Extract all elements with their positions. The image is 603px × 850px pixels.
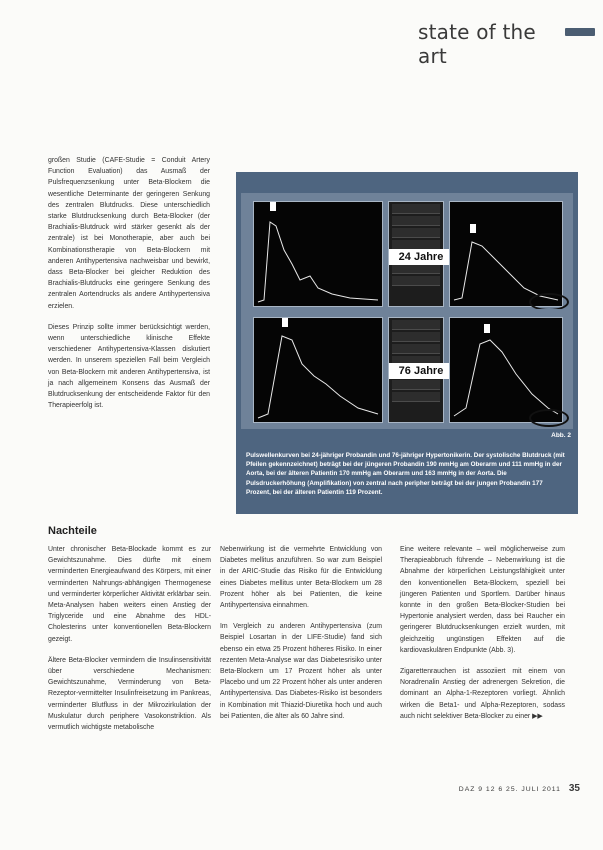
brachial-wave-old	[254, 318, 382, 422]
intro-paragraph: Dieses Prinzip sollte immer berücksichtigt werden, wenn unterschiedliche klinische Effekte verschiedener Antihypertensiva-Klassen diskutiert werden. In unserem speziellen Fall beim Vergleich von Beta-Blockern mit anderen Antihypertensiva, ist ja nach allgemeinem Konsens das Ausmaß der Blutdrucksenkung der entscheidende Faktor für den Therapieerfolg ist.	[48, 323, 210, 410]
aortic-wave-old	[450, 318, 562, 422]
panel-young	[241, 193, 573, 313]
body-paragraph: Nebenwirkung ist die vermehrte Entwicklung von Diabetes mellitus anzuführen. So war zum Beispiel in der ARIC-Studie das Risiko für die Entwicklung eines Diabetes mellitus unter Beta-Blockern um 28 Prozent höher als bei Patienten, die keine Antihypertensiva einnahmen.	[220, 546, 382, 610]
intro-paragraph: großen Studie (CAFE-Studie = Conduit Artery Function Evaluation) das Ausmaß der Pulsfrequenzsenkung unter Beta-Blockern die wesentliche Determinante der geringeren Senkung des zentralen Blutdrucks. Diese unterschiedlich starke Blutdrucksenkung durch Beta-Blocker (der Brachialis-Blutdruck wird stärker gesenkt als der zentrale) ist bei Monotherapie, aber auch bei Kombinationstherapie von Beta-Blockern mit anderen Antihypertensiva nachweisbar und bewirkt, dass Beta-Blocker bei gleicher Reduktion des Brachialis-Blutdrucks eine geringere Senkung des zentralen Aortendrucks als andere Antihypertensiva erzielen.	[48, 157, 210, 310]
pulse-wave-figure	[236, 172, 578, 514]
issue-info: DAZ 9 12 6 25. JULI 2011	[458, 786, 561, 793]
aortic-wave-young	[450, 202, 562, 306]
age-label-young: 24 Jahre	[389, 249, 453, 265]
systolic-arrow-marker	[282, 318, 288, 327]
section-heading: Nachteile	[48, 525, 97, 537]
aortic-wave-screen	[449, 201, 563, 307]
text-column-3	[400, 544, 565, 732]
brachial-wave-screen	[253, 201, 383, 307]
systolic-arrow-marker	[470, 224, 476, 233]
text-column-1	[48, 544, 211, 743]
text-column-2	[220, 544, 382, 732]
figure-number: Abb. 2	[551, 432, 571, 439]
body-paragraph: Ältere Beta-Blocker vermindern die Insulinsensitivität über verschiedene Mechanismen: Gewichtszunahme, Verminderung von Beta-Rezeptor-vermittelter Insulinfreisetzung im Pankreas, verminderter Blutfluss in der Mikrozirkulation der Muskulatur durch periphere Vasokonstriktion. Als vermutlich wichtigste metabolische	[48, 656, 211, 732]
highlight-oval	[529, 409, 569, 427]
page-footer	[410, 783, 580, 794]
figure-caption: Pulswellenkurven bei 24-jähriger Probandin und 76-jähriger Hypertonikerin. Der systolische Blutdruck (mit Pfeilen gekennzeichnet) beträgt bei der jüngeren Probandin 190 mmHg am Oberarm und 111 mmHg in der Aorta, bei der älteren Patientin 170 mmHg am Oberarm und 163 mmHg in der Aorta. Die Pulsdruckerhöhung (Amplifikation) von zentral nach peripher beträgt bei der jungen Probandin 177 Prozent, bei der älteren Patientin 119 Prozent.	[246, 452, 565, 496]
body-paragraph: Im Vergleich zu anderen Antihypertensiva (zum Beispiel Losartan in der LIFE-Studie) fand sich ebenso ein etwa 25 Prozent höheres Risiko. In einer rezenten Meta-Analyse war das Diabetesrisiko unter Beta-Blockern um 17 Prozent höher als unter Placebo und um 22 Prozent höher als unter anderen Antihypertensiva. Das Diabetes-Risiko ist besonders in Kombination mit Thiazid-Diuretika hoch und auch bei Patienten, die älter als 60 Jahre sind.	[220, 623, 382, 720]
page-number: 35	[568, 783, 580, 794]
brachial-wave-young	[254, 202, 382, 306]
systolic-arrow-marker	[270, 202, 276, 211]
body-paragraph: Eine weitere relevante – weil möglicherweise zum Therapieabbruch führende – Nebenwirkung ist die Abnahme der körperlichen Leistungsfähigkeit unter den konventionellen Beta-Blockern, speziell bei jüngeren Patienten und Sportlern. Darüber hinaus konnte in den großen Beta-Blocker-Studien bei Hypertonie analysiert werden, dass bei Raucher ein geringerer Blutdrucksenkungen erzielt wurden, mit gleichzeitig ungünstigen Effekten auf die kardiovaskulären Endpunkte (Abb. 3).	[400, 546, 565, 654]
aortic-wave-screen	[449, 317, 563, 423]
body-paragraph: Unter chronischer Beta-Blockade kommt es zur Gewichtszunahme. Dies dürfte mit einem verminderten Energieaufwand des Körpers, mit einer verminderten Nahrungs-abhängigen Thermogenese und verminderter körperlicher Aktivität erklärbar sein. Meta-Analysen haben weiters einen Anstieg der Triglyceride und eine Abnahme des HDL-Cholesterins unter konventionellen Beta-Blockern gezeigt.	[48, 546, 211, 643]
systolic-arrow-marker	[484, 324, 490, 333]
brachial-wave-screen	[253, 317, 383, 423]
header-accent-bar	[565, 28, 595, 36]
panel-old	[241, 309, 573, 429]
intro-column	[48, 155, 210, 421]
age-label-old: 76 Jahre	[389, 363, 453, 379]
section-title: state of the art	[418, 20, 536, 68]
body-paragraph: Zigarettenrauchen ist assoziiert mit einem von Noradrenalin Anstieg der adrenergen Sekretion, die dominant an Alpha-1-Rezeptoren vorliegt. Ähnlich wirken die Beta1- und Alpha-Rezeptoren, sodass auch nicht selektiver Beta-Blocker zu einer ▶▶	[400, 668, 565, 720]
